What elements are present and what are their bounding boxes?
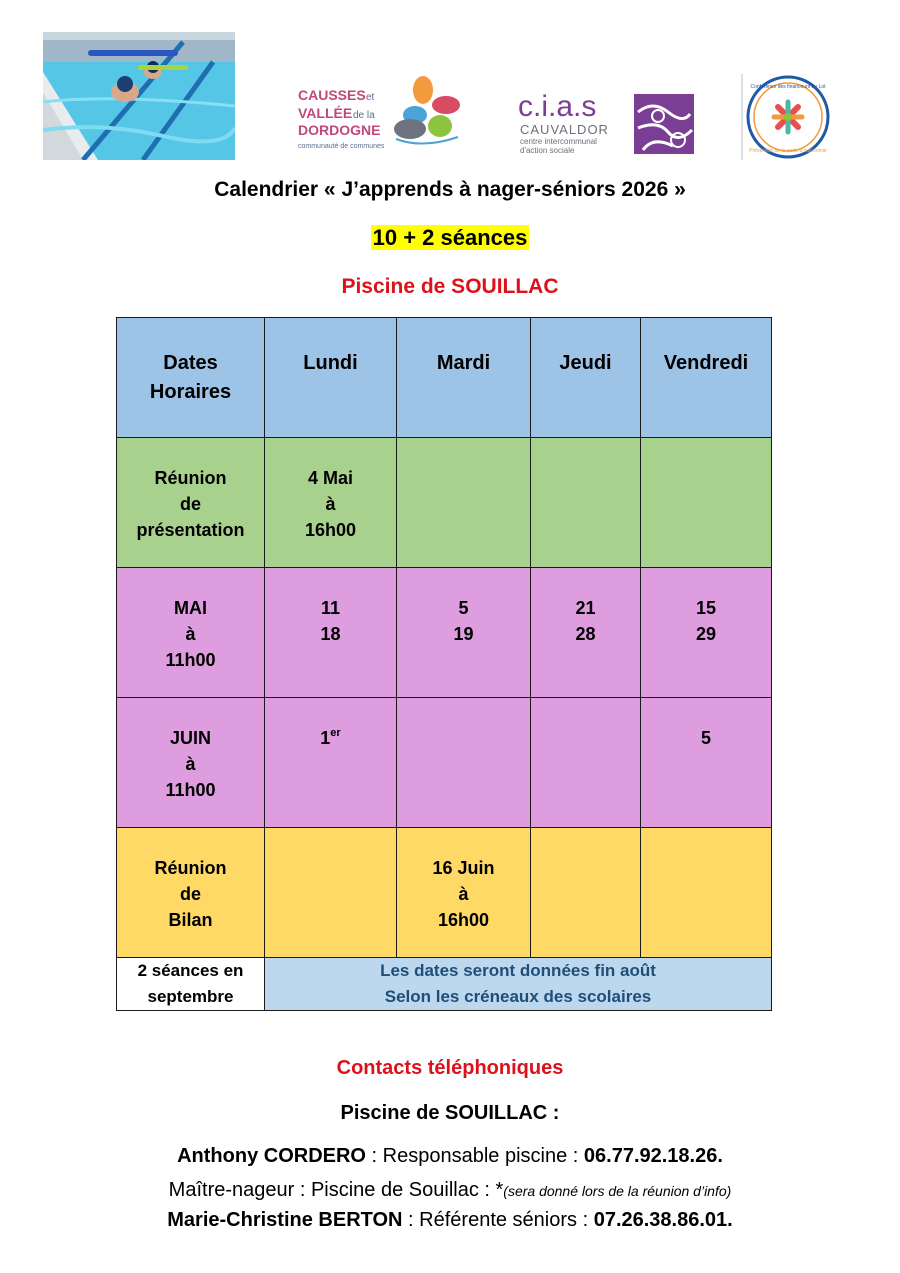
contact-role: : Référente séniors : [402,1209,594,1231]
table-row-reunion-bilan [117,828,772,958]
header-vendredi-label: Vendredi [663,352,749,374]
row-label-cell [117,828,265,958]
contact-name: Anthony CORDERO [177,1145,366,1167]
table-row-juin [117,698,772,828]
cell-mardi [397,568,531,698]
cell-value: 5 [458,598,469,618]
row-label-line: Bilan [168,910,213,930]
header-horaires-label: Horaires [149,381,232,403]
contact-name: Marie-Christine BERTON [167,1209,403,1231]
contact-role: Maître-nageur : Piscine de Souillac : * [168,1179,504,1201]
contact-phone: 06.77.92.18.26. [583,1145,723,1167]
row-label-line: MAI [174,598,207,618]
header-cell-jeudi [531,318,641,438]
table-row-septembre [117,958,772,1011]
row-label-cell [117,568,265,698]
cell-value: 16 Juin [432,858,495,878]
cell-value: 29 [695,624,717,644]
cfl-logo-text-bottom: Prévention de la perte d'autonomie [749,148,827,154]
table-header-row [117,318,772,438]
header-jeudi-label: Jeudi [559,352,612,374]
sessions-line [0,225,900,251]
cell-value: 21 [575,598,596,618]
table-row-mai [117,568,772,698]
cell-value: 5 [700,728,711,748]
table-row-reunion-presentation [117,438,772,568]
sessions-count: 10 + 2 séances [372,225,528,250]
cell-value: 16h00 [437,910,490,930]
cell-vendredi [641,828,772,958]
cell-value: 28 [575,624,596,644]
cell-mardi [397,438,531,568]
ordinal-suffix: er [330,727,341,739]
row-label-line: Réunion [154,858,227,878]
row-label-line: septembre [147,987,234,1006]
cell-mardi [397,828,531,958]
cias-logo-text-4: d'action sociale [520,146,575,155]
cell-value: à [325,494,336,514]
cell-value: 18 [320,624,341,644]
septembre-note-line: Selon les créneaux des scolaires [384,987,652,1006]
ccvd-logo-text-3: DORDOGNE [298,122,381,138]
contact-note: (sera donné lors de la réunion d’info) [503,1183,732,1199]
row-label-line: à [185,624,196,644]
calendar-table [116,317,772,1011]
header-dates-label: Dates [163,352,218,374]
row-label-cell [117,958,265,1011]
ccvd-logo-text-2: VALLÉE [298,105,353,121]
cell-vendredi [641,438,772,568]
cell-value: 11 [320,598,341,618]
header-cell-lundi [265,318,397,438]
conference-financeurs-logo [740,72,832,162]
septembre-note-cell [265,958,772,1011]
cell-jeudi [531,828,641,958]
septembre-note-line: Les dates seront données fin août [380,961,656,980]
ccvd-logo-text-4: communauté de communes [298,143,385,150]
header-cell-vendredi [641,318,772,438]
cell-mardi [397,698,531,828]
contact-line-referente [0,1209,900,1232]
header-cell-mardi [397,318,531,438]
cias-logo [518,92,696,156]
contacts-title: Contacts téléphoniques [336,1057,564,1079]
cell-lundi [265,438,397,568]
cell-lundi [265,698,397,828]
ccvd-logo-text-1: CAUSSES [298,87,366,103]
cfl-logo-text-top: Conférence des financeurs du Lot [750,84,826,90]
cias-logo-text-1: c.i.a.s [518,92,597,123]
contacts-pool-heading: Piscine de SOUILLAC : [340,1102,560,1124]
cell-value: 1 [320,728,331,748]
row-label-cell [117,438,265,568]
contact-phone: 07.26.38.86.01. [593,1209,733,1231]
row-label-cell [117,698,265,828]
cell-value: à [458,884,469,904]
row-label-line: 2 séances en [137,961,244,980]
cias-logo-text-2: CAUVALDOR [520,122,609,137]
contact-line-responsable [0,1145,900,1168]
cell-lundi [265,568,397,698]
row-label-line: présentation [136,520,245,540]
row-label-line: 11h00 [165,780,216,800]
pool-name: Piscine de SOUILLAC [341,275,559,298]
cell-jeudi [531,698,641,828]
cell-jeudi [531,438,641,568]
pool-photo [43,32,235,160]
cell-value: 4 Mai [307,468,354,488]
row-label-line: 11h00 [165,650,216,670]
header-mardi-label: Mardi [436,352,491,374]
contact-role: : Responsable piscine : [365,1145,584,1167]
cias-logo-text-3: centre intercommunal [520,137,597,146]
row-label-line: JUIN [169,728,211,748]
cell-value: 15 [695,598,717,618]
cell-value: 16h00 [304,520,357,540]
ccvd-logo [298,75,470,155]
row-label-line: à [185,754,196,774]
cell-vendredi [641,698,772,828]
cell-vendredi [641,568,772,698]
cell-jeudi [531,568,641,698]
header-cell-dates [117,318,265,438]
ccvd-logo-text-1b: et [366,92,375,103]
ccvd-logo-text-2b: de la [353,110,375,121]
contact-line-maitre-nageur [0,1179,900,1202]
document-title: Calendrier « J’apprends à nager-séniors 2026 » [214,178,686,201]
row-label-line: de [179,494,201,514]
header-lundi-label: Lundi [303,352,358,374]
row-label-line: de [179,884,201,904]
cell-value: 19 [453,624,474,644]
cell-lundi [265,828,397,958]
row-label-line: Réunion [154,468,227,488]
